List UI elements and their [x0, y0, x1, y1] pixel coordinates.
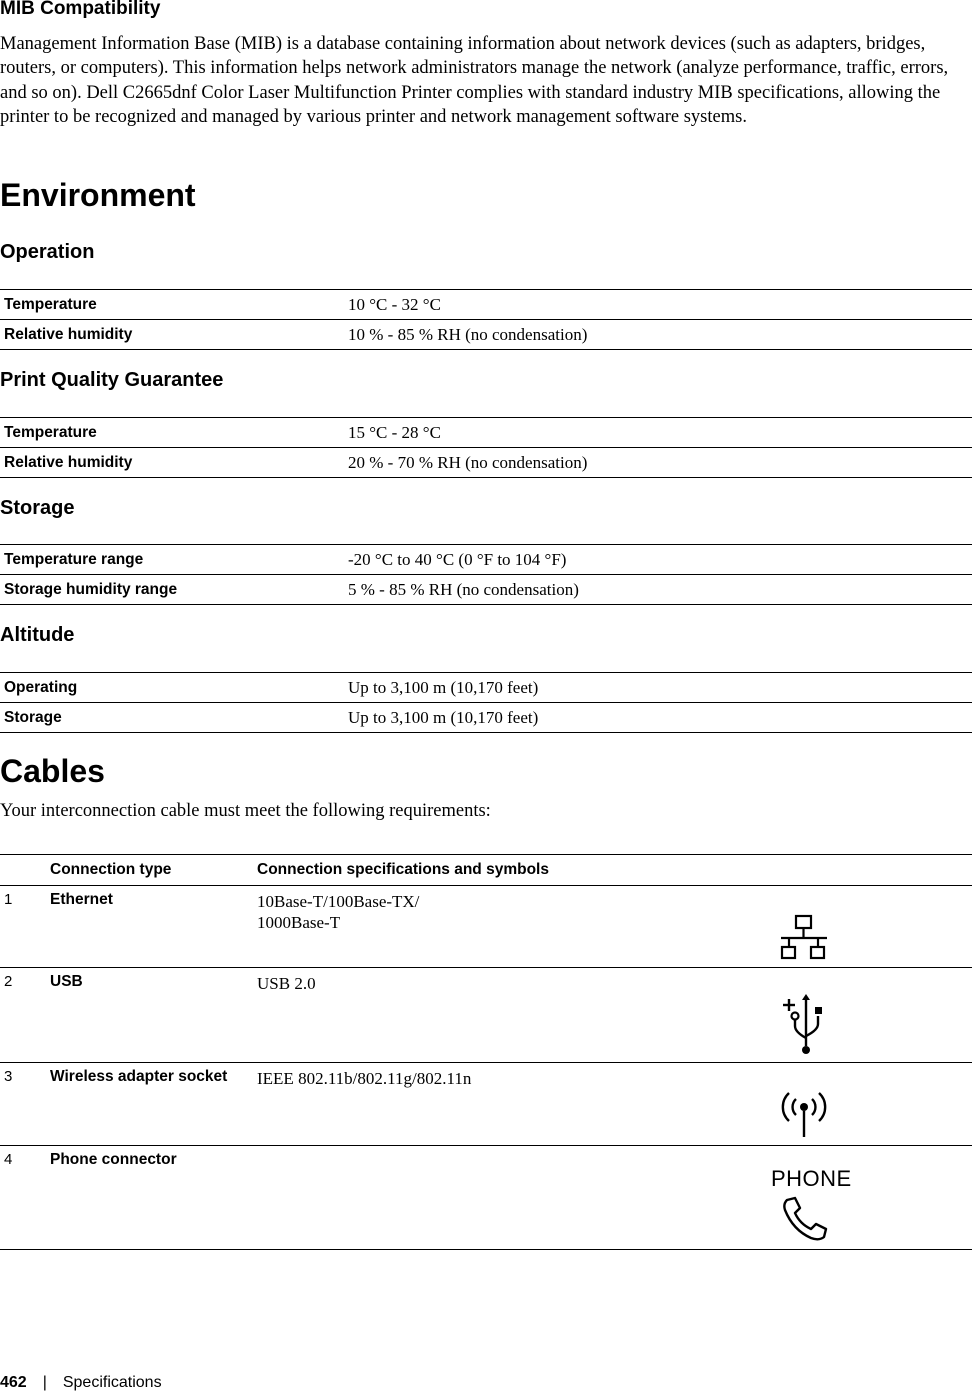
symbol-cell — [717, 968, 972, 1063]
spec-value: Up to 3,100 m (10,170 feet) — [344, 703, 972, 733]
spec-label: Operating — [0, 673, 344, 703]
mib-title: MIB Compatibility — [0, 0, 161, 19]
spec-label: Relative humidity — [0, 320, 344, 350]
spec-value: 10 °C - 32 °C — [344, 290, 972, 320]
connection-spec — [257, 1146, 717, 1250]
symbol-cell — [717, 1146, 972, 1250]
spec-label: Storage humidity range — [0, 575, 344, 605]
spec-line-2: 1000Base-T — [257, 913, 341, 932]
table-row — [0, 575, 972, 605]
connection-spec — [257, 886, 717, 968]
cables-intro: Your interconnection cable must meet the following requirements: — [0, 801, 491, 821]
environment-title: Environment — [0, 177, 196, 213]
cables-title: Cables — [0, 753, 105, 789]
spec-value: 15 °C - 28 °C — [344, 418, 972, 448]
spec-line-1: USB 2.0 — [257, 974, 316, 993]
spec-value: -20 °C to 40 °C (0 °F to 104 °F) — [344, 545, 972, 575]
table-row — [0, 886, 972, 968]
table-row — [0, 1063, 972, 1146]
table-row — [0, 703, 972, 733]
spec-label: Temperature — [0, 418, 344, 448]
connection-type: Phone connector — [50, 1146, 257, 1250]
connection-spec — [257, 1063, 717, 1146]
header-connection-type: Connection type — [50, 855, 257, 886]
page-number: 462 — [0, 1374, 27, 1391]
table-row — [0, 545, 972, 575]
connection-type: Wireless adapter socket — [50, 1063, 257, 1146]
table-row — [0, 290, 972, 320]
cables-table — [0, 854, 972, 1250]
symbol-cell — [717, 886, 972, 968]
table-row — [0, 448, 972, 478]
spec-label: Temperature — [0, 290, 344, 320]
header-connection-spec: Connection specifications and symbols — [257, 855, 972, 886]
altitude-title: Altitude — [0, 624, 75, 646]
operation-table — [0, 289, 972, 350]
table-row — [0, 968, 972, 1063]
footer-section: Specifications — [62, 1374, 162, 1391]
table-row — [0, 673, 972, 703]
spec-label: Storage — [0, 703, 344, 733]
storage-table — [0, 544, 972, 605]
spec-value: 20 % - 70 % RH (no condensation) — [344, 448, 972, 478]
phone-symbol-label: PHONE — [771, 1166, 852, 1191]
spec-value: 10 % - 85 % RH (no condensation) — [344, 320, 972, 350]
print-quality-table — [0, 417, 972, 478]
header-num — [0, 855, 50, 886]
storage-title: Storage — [0, 497, 75, 519]
table-row — [0, 320, 972, 350]
spec-line-1: IEEE 802.11b/802.11g/802.11n — [257, 1069, 472, 1088]
table-row — [0, 418, 972, 448]
spec-line-1: 10Base-T/100Base-TX/ — [257, 892, 420, 911]
row-number: 4 — [0, 1146, 50, 1250]
ethernet-network-icon — [779, 914, 831, 962]
connection-spec — [257, 968, 717, 1063]
phone-handset-icon — [781, 1196, 829, 1242]
page-footer — [0, 1374, 162, 1392]
usb-icon — [779, 992, 829, 1056]
table-row — [0, 1146, 972, 1250]
mib-paragraph: Management Information Base (MIB) is a database containing information about network devices (such as adapters, bridges, routers, or computers). This information helps network administrators manage the network (analyze performance, traffic, errors, and so on). Dell C2665dnf Color Laser Multifunction Printer complies with standard industry MIB specifications, allowing the printer to be recognized and managed by various printer and network management software systems. — [0, 34, 949, 127]
footer-separator: | — [42, 1374, 47, 1391]
spec-label: Temperature range — [0, 545, 344, 575]
connection-type: Ethernet — [50, 886, 257, 968]
connection-type: USB — [50, 968, 257, 1063]
spec-value: 5 % - 85 % RH (no condensation) — [344, 575, 972, 605]
spec-label: Relative humidity — [0, 448, 344, 478]
wireless-icon — [779, 1087, 829, 1139]
symbol-cell — [717, 1063, 972, 1146]
row-number: 2 — [0, 968, 50, 1063]
spec-value: Up to 3,100 m (10,170 feet) — [344, 673, 972, 703]
row-number: 1 — [0, 886, 50, 968]
operation-title: Operation — [0, 241, 95, 263]
altitude-table — [0, 672, 972, 733]
table-header-row — [0, 855, 972, 886]
row-number: 3 — [0, 1063, 50, 1146]
print-quality-title: Print Quality Guarantee — [0, 369, 224, 391]
